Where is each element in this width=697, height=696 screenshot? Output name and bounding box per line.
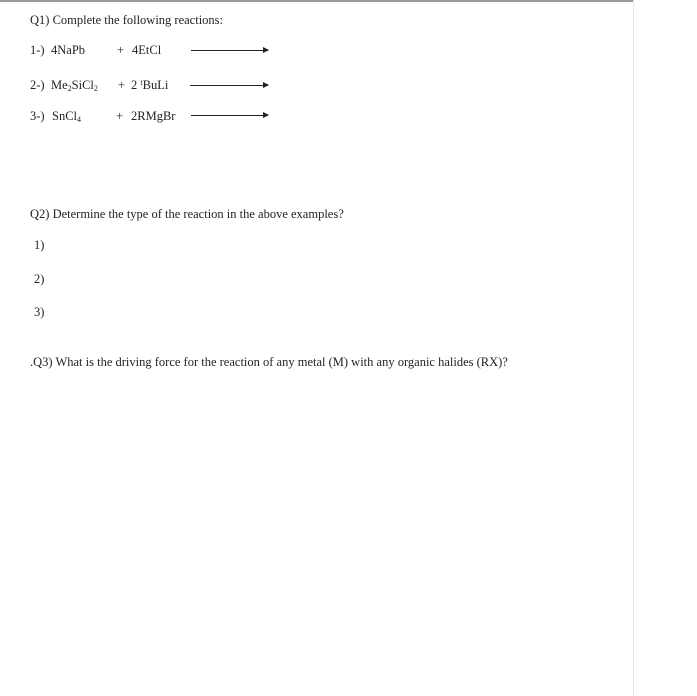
reaction-2-plus: + (118, 78, 126, 92)
reaction-1-plus: + (117, 43, 125, 57)
reaction-1-number: 1-) (30, 43, 45, 57)
reaction-2-reactant-1: $Me_2SiCl_2$ (51, 78, 98, 93)
q2-item-3: 3) (34, 305, 45, 319)
q2-item-1: 1) (34, 238, 45, 252)
q1-heading: Q1) Complete the following reactions: (30, 13, 224, 27)
q3-heading: .Q3) What is the driving force for the reaction of any metal (M) with any organic halides (RX)? (30, 355, 508, 369)
reaction-2-reactant-2: 2 $^t$BuLi (131, 78, 169, 92)
reaction-2-arrow (190, 85, 268, 86)
q2-item-2: 2) (34, 272, 45, 286)
reaction-1-arrow (191, 50, 268, 51)
reaction-3-number: 3-) (30, 109, 45, 123)
reaction-1-reactant-2: 4EtCl (132, 43, 162, 57)
reaction-3-plus: + (116, 109, 124, 123)
reaction-3-reactant-2: 2RMgBr (131, 109, 176, 123)
reaction-2-number: 2-) (30, 78, 45, 92)
reaction-1-reactant-1: 4NaPb (51, 43, 86, 57)
right-border-line (633, 0, 634, 696)
reaction-3-reactant-1: SnCl$_4$ (52, 109, 82, 124)
top-border-line (0, 0, 633, 2)
q2-heading: Q2) Determine the type of the reaction in the above examples? (30, 207, 344, 221)
reaction-3-arrow (191, 115, 268, 116)
